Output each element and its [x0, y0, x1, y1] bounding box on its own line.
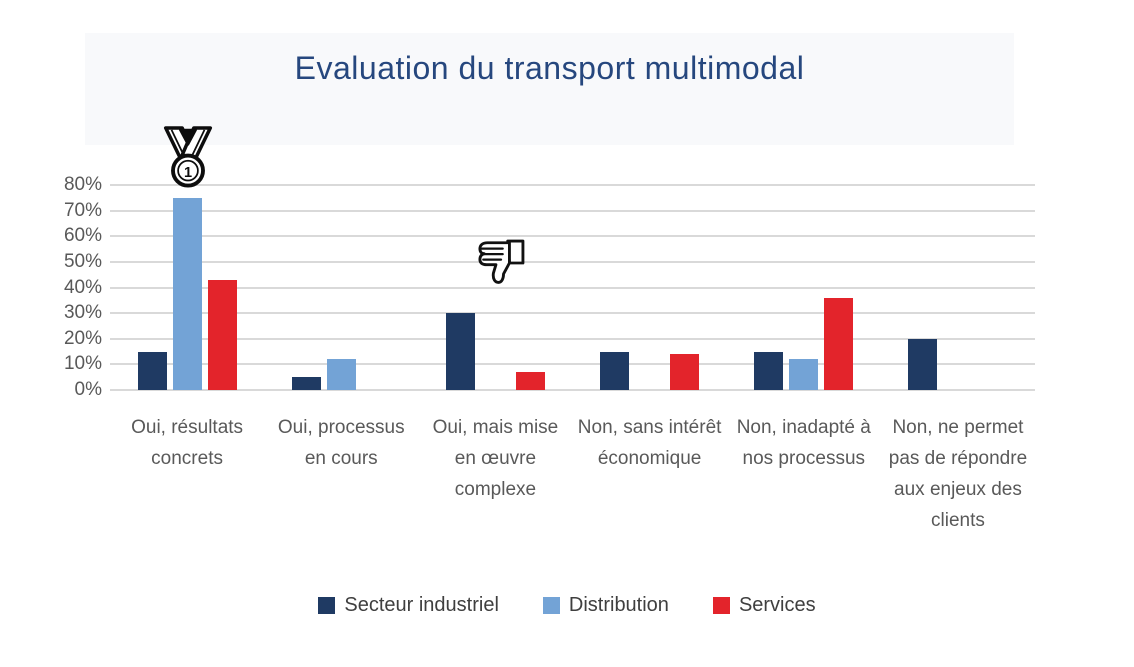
- bar-secteur-industriel-cat2: [292, 377, 321, 390]
- bar-distribution-cat5: [789, 359, 818, 390]
- bar-group-5: [727, 184, 881, 390]
- y-tick-label-40%: 40%: [63, 276, 102, 298]
- svg-text:1: 1: [183, 164, 193, 181]
- thumbs-down-icon: [474, 233, 528, 293]
- x-category-label-6: Non, ne permet pas de répondre aux enjeux des clients: [888, 417, 1028, 531]
- y-tick-label-70%: 70%: [63, 199, 102, 221]
- bar-secteur-industriel-cat1: [138, 352, 167, 390]
- legend-label: Distribution: [568, 594, 669, 616]
- legend-item-distribution: [543, 594, 669, 617]
- bar-group-4: [573, 184, 727, 390]
- medal-first-place-icon: [157, 126, 219, 190]
- y-tick-label-20%: 20%: [63, 327, 102, 349]
- title-banner: [85, 33, 1014, 145]
- y-tick-label-60%: 60%: [63, 225, 102, 247]
- legend-swatch-icon: [543, 597, 560, 614]
- bar-services-cat5: [824, 298, 853, 390]
- bar-services-cat4: [670, 354, 699, 390]
- legend-item-secteur-industriel: [318, 594, 499, 617]
- x-category-label-1: Oui, résultats concrets: [131, 417, 244, 469]
- bar-services-cat3: [516, 372, 545, 390]
- y-tick-label-0%: 0%: [74, 379, 102, 400]
- legend-swatch-icon: [713, 597, 730, 614]
- legend-label: Services: [738, 594, 816, 616]
- bar-group-6: [881, 184, 1035, 390]
- x-category-label-3: Oui, mais mise en œuvre complexe: [432, 417, 559, 500]
- legend: [0, 594, 1134, 617]
- chart-title: Evaluation du transport multimodal: [294, 50, 805, 86]
- y-tick-label-30%: 30%: [63, 302, 102, 324]
- x-category-label-5: Non, inadapté à nos processus: [736, 417, 871, 469]
- y-tick-label-10%: 10%: [63, 353, 102, 375]
- y-tick-label-50%: 50%: [63, 250, 102, 272]
- bar-secteur-industriel-cat5: [754, 352, 783, 390]
- x-category-label-4: Non, sans intérêt économique: [577, 417, 722, 469]
- y-tick-label-80%: 80%: [63, 174, 102, 195]
- bar-group-2: [264, 184, 418, 390]
- bar-distribution-cat1: [173, 198, 202, 390]
- x-axis-labels: [110, 412, 1035, 536]
- bar-secteur-industriel-cat4: [600, 352, 629, 390]
- bar-services-cat1: [208, 280, 237, 390]
- bar-secteur-industriel-cat3: [446, 313, 475, 390]
- legend-item-services: [713, 594, 816, 617]
- x-category-label-2: Oui, processus en cours: [277, 417, 405, 469]
- bar-distribution-cat2: [327, 359, 356, 390]
- bar-group-1: [110, 184, 264, 390]
- plot-area: [110, 184, 1035, 390]
- bar-secteur-industriel-cat6: [908, 339, 937, 390]
- legend-swatch-icon: [318, 597, 335, 614]
- legend-label: Secteur industriel: [344, 594, 499, 616]
